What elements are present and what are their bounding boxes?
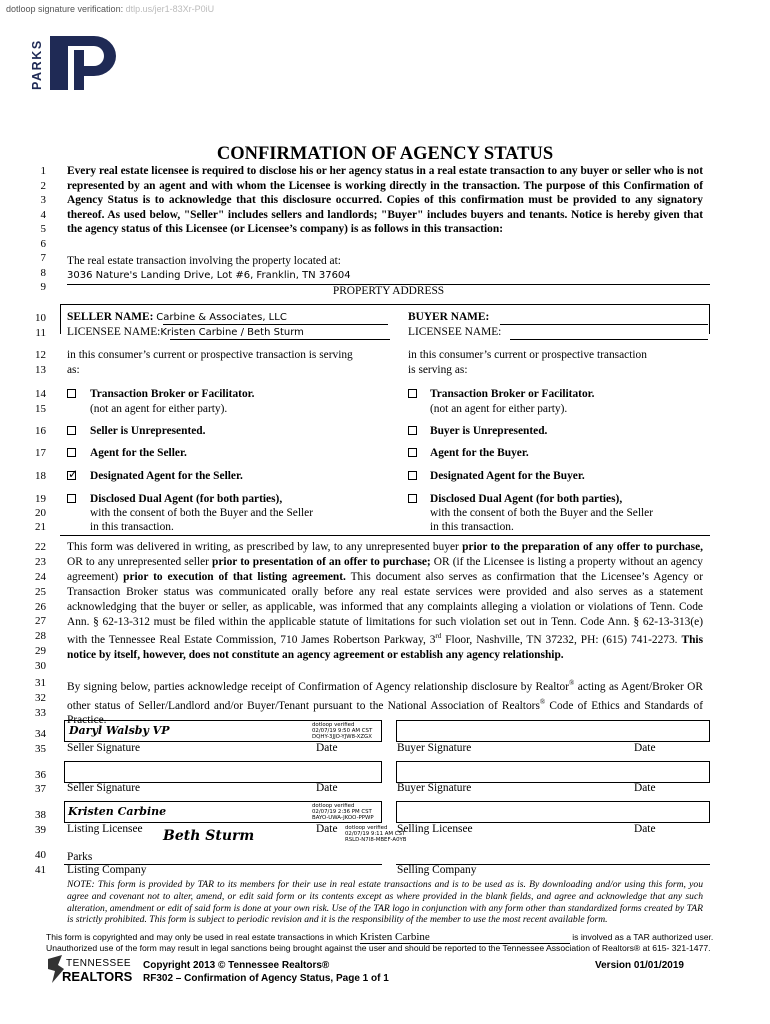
line-number: 19 xyxy=(35,493,46,505)
buyer-tb-checkbox[interactable] xyxy=(408,389,417,398)
dotloop-stamp-1: dotloop verified 02/07/19 9:50 AM CST DQHY-3JJO-YJW8-XZGX xyxy=(312,722,373,740)
seller-date-label-2: Date xyxy=(316,782,338,794)
line-number: 9 xyxy=(40,281,46,293)
line-number: 36 xyxy=(35,769,46,781)
line-number: 1 xyxy=(40,165,46,177)
buyer-signature-box-2[interactable] xyxy=(396,761,710,783)
seller-date-label-1: Date xyxy=(316,742,338,754)
property-address-label: PROPERTY ADDRESS xyxy=(332,285,445,297)
line-number: 24 xyxy=(35,571,46,583)
form-title: CONFIRMATION OF AGENCY STATUS xyxy=(216,144,554,164)
line-number: 3 xyxy=(40,194,46,206)
listing-date-label: Date xyxy=(316,823,338,835)
line-number: 40 xyxy=(35,849,46,861)
authorized-user-name: Kristen Carbine xyxy=(360,931,570,944)
seller-tb-label: Transaction Broker or Facilitator. xyxy=(90,388,255,400)
line-number: 20 xyxy=(35,507,46,519)
buyer-serving-text-1: in this consumer’s current or prospective transaction xyxy=(408,349,647,361)
verification-link[interactable]: dtlp.us/jer1-83Xr-P0iU xyxy=(125,4,215,14)
selling-date-label: Date xyxy=(634,823,656,835)
dotloop-stamp-3: dotloop verified 02/07/19 9:11 AM CST RSLD-N7I8-MBEF-A0YB xyxy=(345,825,407,843)
line-number: 25 xyxy=(35,586,46,598)
seller-signature-label-1: Seller Signature xyxy=(67,742,141,754)
buyer-unrepresented-label: Buyer is Unrepresented. xyxy=(430,425,548,437)
designated-agent-seller-checkbox[interactable] xyxy=(67,471,76,480)
listing-licensee-signature: Kristen Carbine xyxy=(68,805,167,818)
seller-tb-sub: (not an agent for either party). xyxy=(90,403,228,415)
line-number: 15 xyxy=(35,403,46,415)
line-number: 6 xyxy=(40,238,46,250)
agent-for-seller-checkbox[interactable] xyxy=(67,448,76,457)
designated-agent-buyer-checkbox[interactable] xyxy=(408,471,417,480)
line-number: 16 xyxy=(35,425,46,437)
line-number: 35 xyxy=(35,743,46,755)
copyright-line: Copyright 2013 © Tennessee Realtors® xyxy=(143,960,330,971)
acknowledgement-paragraph: By signing below, parties acknowledge receipt of Confirmation of Agency relationship disclosure by Realtor® acting as Agent/Broker OR other status of Seller/Landlord and/or Buyer/Tenant pursuant to the National Association of Realtors® Code of Ethics and Standards of Practice. xyxy=(67,679,703,727)
designated-agent-buyer-label: Designated Agent for the Buyer. xyxy=(430,470,585,482)
line-number: 37 xyxy=(35,783,46,795)
line-number: 27 xyxy=(35,615,46,627)
buyer-signature-label-2: Buyer Signature xyxy=(397,782,472,794)
line-number: 38 xyxy=(35,809,46,821)
svg-text:PARKS: PARKS xyxy=(30,39,44,90)
listing-company-label: Listing Company xyxy=(67,864,147,876)
line-number: 13 xyxy=(35,364,46,376)
form-name: RF302 – Confirmation of Agency Status, Page 1 of 1 xyxy=(143,973,389,984)
buyer-signature-box-1[interactable] xyxy=(396,720,710,742)
listing-licensee-label: Listing Licensee xyxy=(67,823,143,835)
seller-name-value[interactable]: Carbine & Associates, LLC xyxy=(156,312,287,323)
listing-company-value[interactable]: Parks xyxy=(67,851,93,863)
seller-signature-1: Daryl Walsby VP xyxy=(69,724,170,737)
buyer-dual-agent-sub2: in this transaction. xyxy=(430,521,514,533)
line-number: 30 xyxy=(35,660,46,672)
form-note: NOTE: This form is provided by TAR to its members for their use in real estate transactions and is to be used as is. By downloading and/or using this form, you agree and covenant not to alter, amend, or edit said form or its contents except as where provided in the blank fields, and agree and acknowledge that any such alteration, amendment or edit of said form is done at your own risk. Use of the TAR logo in conjunction with any form other than standardized forms created by TAR is strictly prohibited. This form is subject to periodic revision and it is the responsibility of the member to use the most recent available form. xyxy=(67,879,703,926)
line-number: 34 xyxy=(35,728,46,740)
line-number: 4 xyxy=(40,209,46,221)
line-number: 33 xyxy=(35,707,46,719)
listing-licensee-box[interactable] xyxy=(64,801,382,823)
buyer-licensee-row: LICENSEE NAME: xyxy=(408,326,502,338)
line-number: 41 xyxy=(35,864,46,876)
form-version: Version 01/01/2019 xyxy=(595,960,684,971)
line-number: 7 xyxy=(40,252,46,264)
agent-for-seller-label: Agent for the Seller. xyxy=(90,447,187,459)
buyer-dual-agent-checkbox[interactable] xyxy=(408,494,417,503)
tennessee-realtors-logo: TENNESSEE REALTORS xyxy=(46,955,136,985)
line-number: 8 xyxy=(40,267,46,279)
line-number: 23 xyxy=(35,556,46,568)
line-number: 18 xyxy=(35,470,46,482)
seller-signature-box-1[interactable] xyxy=(64,720,382,742)
line-number: 11 xyxy=(35,327,46,339)
unauthorized-use-notice: Unauthorized use of the form may result in legal sanctions being brought against the user and should be reported to the Tennessee Association of Realtors® at 615- 321-1477. xyxy=(46,943,711,953)
line-number: 39 xyxy=(35,824,46,836)
line-number: 29 xyxy=(35,645,46,657)
seller-tb-checkbox[interactable] xyxy=(67,389,76,398)
buyer-tb-sub: (not an agent for either party). xyxy=(430,403,568,415)
line-number: 26 xyxy=(35,601,46,613)
line-number: 31 xyxy=(35,677,46,689)
line-number: 10 xyxy=(35,312,46,324)
buyer-dual-agent-sub1: with the consent of both the Buyer and the Seller xyxy=(430,507,654,519)
agent-for-buyer-checkbox[interactable] xyxy=(408,448,417,457)
line-number: 32 xyxy=(35,692,46,704)
line-number: 21 xyxy=(35,521,46,533)
buyer-dual-agent-label: Disclosed Dual Agent (for both parties), xyxy=(430,493,623,505)
buyer-serving-text-2: is serving as: xyxy=(408,363,468,376)
designated-agent-seller-label: Designated Agent for the Seller. xyxy=(90,470,243,482)
selling-licensee-label: Selling Licensee xyxy=(397,823,473,835)
intro-paragraph: Every real estate licensee is required to disclose his or her agency status in a real estate transaction to any buyer or seller who is not represented by an agent and with whom the Licensee is working directly in the transaction. The purpose of this Confirmation of Agency Status is to acknowledge that this disclosure occurred. Copies of this confirmation must be provided to any signatory thereof. As used below, "Seller" includes sellers and landlords; "Buyer" includes buyers and tenants. Notice is hereby given that the agency status of this Licensee (or Licensee’s company) is as follows in this transaction: xyxy=(67,165,703,236)
buyer-signature-label-1: Buyer Signature xyxy=(397,742,472,754)
buyer-unrepresented-checkbox[interactable] xyxy=(408,426,417,435)
delivery-paragraph: This form was delivered in writing, as prescribed by law, to any unrepresented buyer prior to the preparation of any offer to purchase, OR to any unrepresented seller prior to presentation of an offer to purchase; OR (if the Licensee is listing a property without an agency agreement) prior to execution of that listing agreement. This document also serves as confirmation that the Licensee’s Agency or Transaction Broker status was communicated orally before any real estate services were provided and also serves as a statement acknowledging that the buyer or seller, as applicable, was informed that any complaints alleging a violation or violations of Tenn. Code Ann. § 62-13-312 must be filed within the applicable statute of limitations for such violation set out in Tenn. Code Ann. § 62-13-313(e) with the Tennessee Real Estate Commission, 710 James Robertson Parkway, 3rd Floor, Nashville, TN 37232, PH: (615) 741-2273. This notice by itself, however, does not constitute an agency agreement or establish any agency relationship. xyxy=(67,541,703,662)
line-number: 17 xyxy=(35,447,46,459)
buyer-tb-label: Transaction Broker or Facilitator. xyxy=(430,388,595,400)
agent-for-buyer-label: Agent for the Buyer. xyxy=(430,447,529,459)
co-listing-signature: Beth Sturm xyxy=(163,828,255,844)
copyright-notice: This form is copyrighted and may only be used in real estate transactions in which Kristen Carbine is involved as a TAR authorized user. xyxy=(46,931,714,943)
seller-dual-agent-label: Disclosed Dual Agent (for both parties), xyxy=(90,493,283,505)
box-bottom-line xyxy=(60,535,710,536)
line-number: 2 xyxy=(40,180,46,192)
seller-unrepresented-checkbox[interactable] xyxy=(67,426,76,435)
property-address-value[interactable]: 3036 Nature's Landing Drive, Lot #6, Franklin, TN 37604 xyxy=(67,270,351,281)
dotloop-stamp-2: dotloop verified 02/07/19 2:36 PM CST BAYO-UWA-JKOO-PPWP xyxy=(312,803,374,821)
property-intro: The real estate transaction involving the property located at: xyxy=(67,255,341,267)
line-number: 14 xyxy=(35,388,46,400)
line-number: 5 xyxy=(40,223,46,235)
selling-company-label: Selling Company xyxy=(397,864,477,876)
buyer-date-label-2: Date xyxy=(634,782,656,794)
seller-dual-agent-sub1: with the consent of both the Buyer and the Seller xyxy=(90,507,314,519)
parks-logo-text xyxy=(26,22,46,92)
seller-licensee-value[interactable]: Kristen Carbine / Beth Sturm xyxy=(160,327,304,338)
seller-unrepresented-label: Seller is Unrepresented. xyxy=(90,425,206,437)
parks-logo-icon xyxy=(50,36,120,90)
line-number: 28 xyxy=(35,630,46,642)
buyer-name-row: BUYER NAME: xyxy=(408,311,490,323)
seller-licensee-row: LICENSEE NAME:Kristen Carbine / Beth Sturm xyxy=(67,326,304,338)
dotloop-verification: dotloop signature verification: dtlp.us/jer1-83Xr-P0iU xyxy=(6,4,215,14)
seller-dual-agent-checkbox[interactable] xyxy=(67,494,76,503)
buyer-date-label-1: Date xyxy=(634,742,656,754)
line-number: 22 xyxy=(35,541,46,553)
seller-serving-text: in this consumer’s current or prospective transaction is serving as: xyxy=(67,349,353,376)
seller-name-row: SELLER NAME: Carbine & Associates, LLC xyxy=(67,311,287,323)
seller-signature-label-2: Seller Signature xyxy=(67,782,141,794)
line-number: 12 xyxy=(35,349,46,361)
seller-dual-agent-sub2: in this transaction. xyxy=(90,521,174,533)
selling-licensee-box[interactable] xyxy=(396,801,710,823)
seller-signature-box-2[interactable] xyxy=(64,761,382,783)
box-top-line xyxy=(60,304,710,305)
